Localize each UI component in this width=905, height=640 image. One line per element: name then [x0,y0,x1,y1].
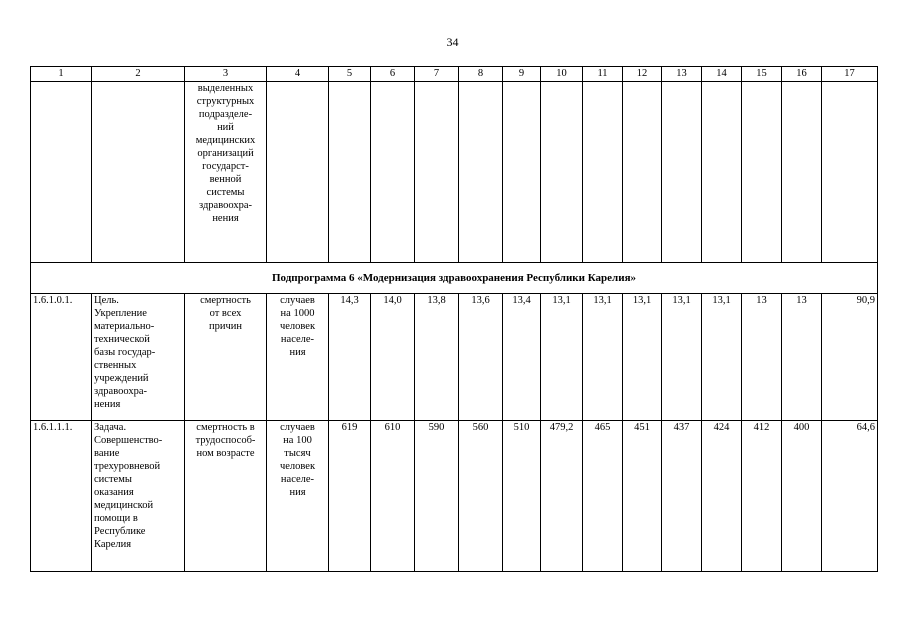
value-cell: 13,1 [702,294,742,421]
table-cell [782,82,822,263]
column-number: 5 [329,67,371,82]
table-cell [267,82,329,263]
column-number: 4 [267,67,329,82]
table-cell [31,82,92,263]
column-number: 17 [822,67,878,82]
value-cell: 13,4 [503,294,541,421]
indicators-table [30,66,878,572]
value-cell: 90,9 [822,294,878,421]
value-cell: 13,1 [541,294,583,421]
column-number: 1 [31,67,92,82]
column-number: 16 [782,67,822,82]
table-cell [662,82,702,263]
value-cell: 14,3 [329,294,371,421]
continuation-row [31,82,878,263]
table-cell [541,82,583,263]
column-number: 14 [702,67,742,82]
table-cell [371,82,415,263]
value-cell: 13 [742,294,782,421]
column-number: 13 [662,67,702,82]
column-number: 3 [185,67,267,82]
table-row [31,294,878,421]
table-cell [92,82,185,263]
row-name: Цель. Укрепление материально- технической базы государ- ственных учреждений здравоохра- нения [92,294,185,421]
value-cell: 619 [329,421,371,572]
value-cell: 590 [415,421,459,572]
subprogram-row [31,263,878,294]
value-cell: 610 [371,421,415,572]
table-cell [742,82,782,263]
value-cell: 479,2 [541,421,583,572]
value-cell: 13,8 [415,294,459,421]
subprogram-title: Подпрограмма 6 «Модернизация здравоохранения Республики Карелия» [31,263,878,294]
value-cell: 510 [503,421,541,572]
row-unit: случаев на 100 тысяч человек населе- ния [267,421,329,572]
column-number: 10 [541,67,583,82]
row-name: Задача. Совершенство- вание трехуровневой системы оказания медицинской помощи в Республике Карелия [92,421,185,572]
value-cell: 465 [583,421,623,572]
value-cell: 13 [782,294,822,421]
value-cell: 64,6 [822,421,878,572]
column-number: 7 [415,67,459,82]
column-number: 9 [503,67,541,82]
column-number: 12 [623,67,662,82]
value-cell: 424 [702,421,742,572]
value-cell: 451 [623,421,662,572]
row-code: 1.6.1.1.1. [31,421,92,572]
column-number-row [31,67,878,82]
table-cell [822,82,878,263]
row-code: 1.6.1.0.1. [31,294,92,421]
page-number: 34 [446,35,459,49]
value-cell: 13,6 [459,294,503,421]
value-cell: 437 [662,421,702,572]
column-number: 8 [459,67,503,82]
value-cell: 13,1 [662,294,702,421]
continuation-text: выделенных структурных подразделе- ний медицинских организаций государст- венной системы здравоохра- нения [185,82,267,263]
column-number: 11 [583,67,623,82]
table-cell [503,82,541,263]
column-number: 6 [371,67,415,82]
table-cell [459,82,503,263]
column-number: 15 [742,67,782,82]
table-cell [415,82,459,263]
row-indicator: смертность в трудоспособ- ном возрасте [185,421,267,572]
row-indicator: смертность от всех причин [185,294,267,421]
value-cell: 13,1 [583,294,623,421]
table-row [31,421,878,572]
table-cell [623,82,662,263]
value-cell: 14,0 [371,294,415,421]
table-cell [583,82,623,263]
value-cell: 400 [782,421,822,572]
value-cell: 13,1 [623,294,662,421]
value-cell: 560 [459,421,503,572]
table-cell [702,82,742,263]
row-unit: случаев на 1000 человек населе- ния [267,294,329,421]
value-cell: 412 [742,421,782,572]
column-number: 2 [92,67,185,82]
table-cell [329,82,371,263]
